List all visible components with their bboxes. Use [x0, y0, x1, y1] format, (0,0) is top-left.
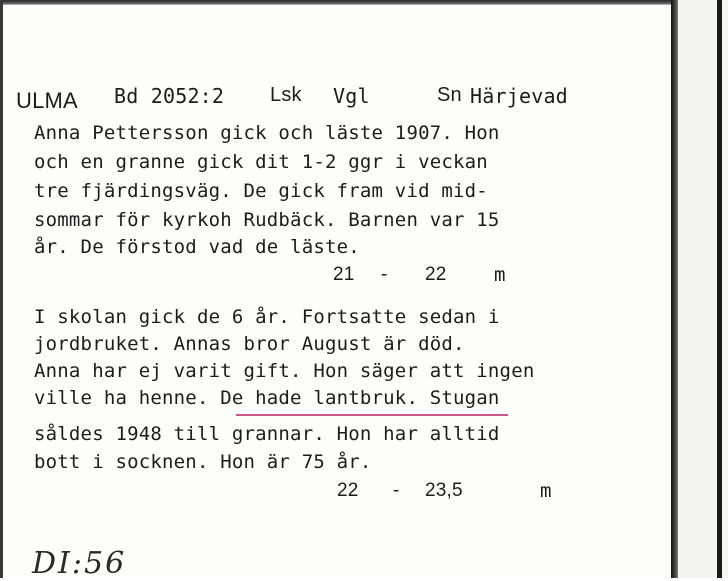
handwritten-underline	[236, 414, 508, 416]
page-ref-dash: -	[381, 264, 388, 285]
card-right-shadow	[671, 0, 678, 578]
text-line: bott i socknen. Hon är 75 år.	[34, 451, 372, 473]
text-line: sommar för kyrkoh Rudbäck. Barnen var 15	[34, 209, 500, 231]
page-ref-dash: -	[393, 480, 400, 501]
district-abbr: Lsk	[270, 84, 302, 106]
page-ref-to: 22	[425, 264, 447, 285]
text-line: Anna har ej varit gift. Hon säger att ingen	[34, 360, 535, 382]
text-line: och en granne gick dit 1-2 ggr i veckan	[34, 151, 488, 173]
text-line: ville ha henne. De hade lantbruk. Stugan	[34, 387, 500, 409]
text-line: såldes 1948 till grannar. Hon har alltid	[34, 423, 500, 445]
parish-name: Härjevad	[470, 84, 568, 108]
page-ref-from: 21	[333, 264, 355, 285]
district-name: Vgl	[333, 84, 370, 108]
text-line: Anna Pettersson gick och läste 1907. Hon	[34, 122, 500, 144]
card-top-edge	[0, 0, 672, 5]
archive-code: ULMA	[16, 88, 78, 113]
text-line: I skolan gick de 6 år. Fortsatte sedan i	[34, 306, 500, 328]
volume-ref: Bd 2052:2	[114, 84, 225, 108]
handwritten-signature: DI:56	[32, 546, 127, 581]
card-left-edge	[0, 0, 3, 578]
page-ref-from: 22	[337, 480, 359, 501]
parish-abbr: Sn	[437, 84, 462, 106]
page-ref-unit: m	[494, 264, 506, 286]
text-line: år. De förstod vad de läste.	[34, 236, 360, 258]
text-line: jordbruket. Annas bror August är död.	[34, 333, 465, 355]
page-ref-unit: m	[540, 480, 552, 502]
page-ref-to: 23,5	[425, 480, 463, 501]
scan-right-border	[717, 0, 722, 578]
text-line: tre fjärdingsväg. De gick fram vid mid-	[34, 180, 488, 202]
